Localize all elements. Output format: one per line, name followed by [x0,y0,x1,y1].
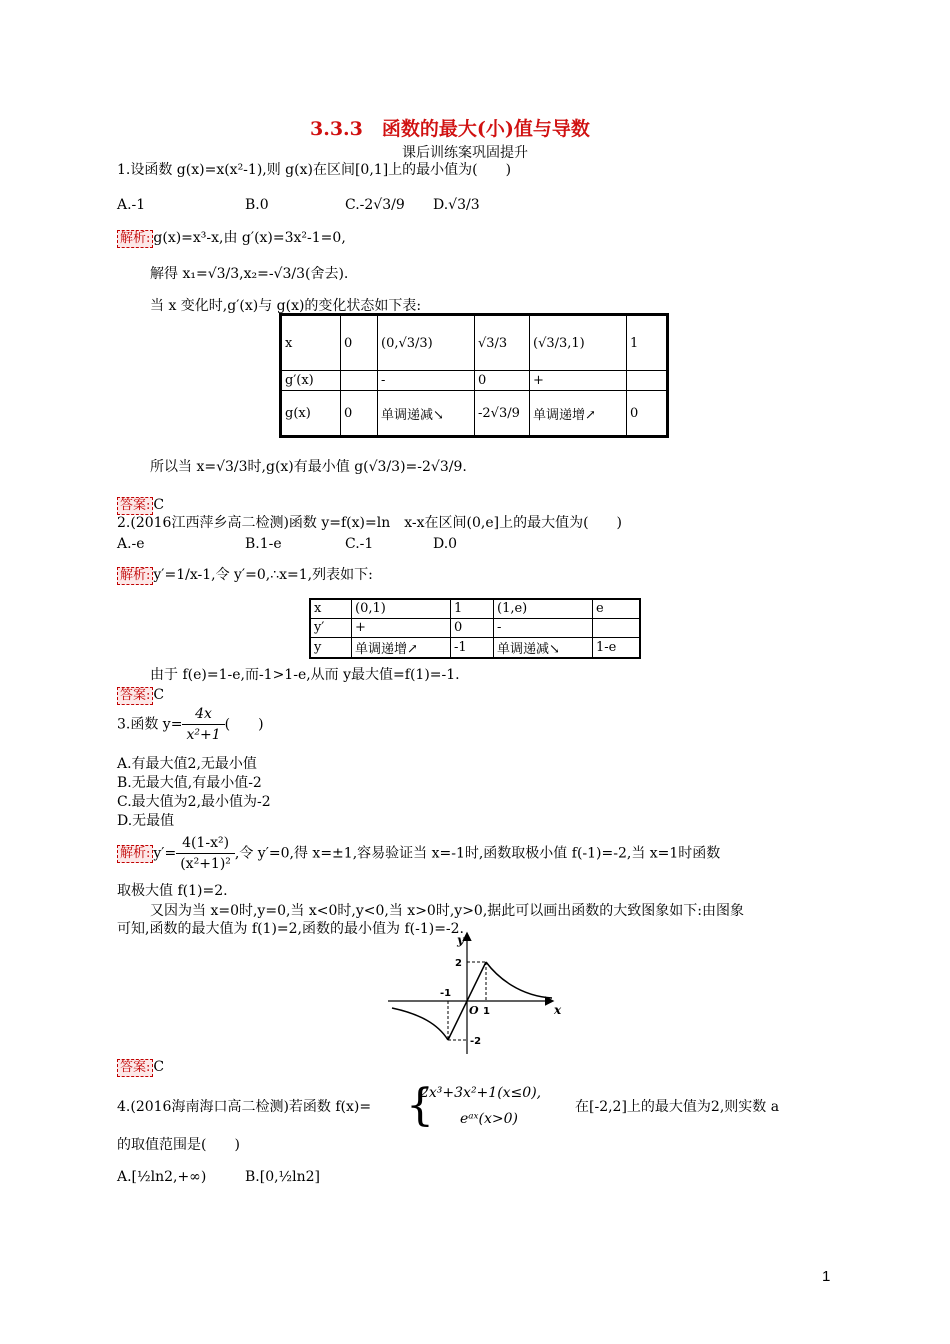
table-cell: - [378,371,475,391]
q2-conclusion: 由于 f(e)=1-e,而-1>1-e,从而 y最大值=f(1)=-1. [150,667,460,683]
function-curve-right [486,962,552,998]
y-axis-label: y [457,933,464,947]
table-cell: 0 [627,391,668,437]
table-cell: 0 [341,315,378,371]
q1-analysis-line1 [117,229,346,248]
q3-answer-line [117,1058,164,1077]
table-cell: g′(x) [281,371,341,391]
table-cell: e [593,599,641,618]
q3-stem-prefix: 3.函数 y= [117,716,183,733]
table-cell: g(x) [281,391,341,437]
q3-option-b: B.无最大值,有最小值-2 [117,775,262,791]
q3-analysis-rest: ,令 y′=0,得 x=±1,容易验证当 x=-1时,函数取极小值 f(-1)=-2,当 x=1时函数 [234,845,721,862]
q2-analysis-text: y′=1/x-1,令 y′=0,∴x=1,列表如下: [153,567,373,583]
q2-analysis-line [117,566,373,585]
q3-stem [117,704,264,745]
page-number: 1 [822,1268,831,1285]
answer-tag: 答案: [117,687,153,705]
q4-stem-prefix: 4.(2016海南海口高二检测)若函数 f(x)= [117,1099,372,1115]
q2-option-d: D.0 [433,536,458,552]
q2-answer-line [117,686,164,705]
table-cell: -2√3/9 [475,391,530,437]
q3-derivative-numerator: 4(1-x²) [176,833,235,854]
q1-option-c: C.-2√3/9 [345,197,405,213]
q3-option-c: C.最大值为2,最小值为-2 [117,794,271,810]
q1-analysis-line3: 当 x 变化时,g′(x)与 g(x)的变化状态如下表: [150,298,422,314]
q1-stem: 1.设函数 g(x)=x(x²-1),则 g(x)在区间[0,1]上的最小值为( ) [117,162,512,178]
q3-stem-suffix: ( ) [224,716,264,733]
tick-label-neg2: -2 [470,1036,482,1047]
q3-fraction-numerator: 4x [182,704,224,725]
table-cell: 单调递减↘ [494,637,593,658]
table-cell: 单调递增↗ [352,637,451,658]
table-cell: (1,e) [494,599,593,618]
q3-analysis-line2: 取极大值 f(1)=2. [117,883,228,899]
q3-option-d: D.无最值 [117,813,175,829]
q3-option-a: A.有最大值2,无最小值 [117,756,257,772]
q1-answer: C [153,497,165,513]
q1-option-d: D.√3/3 [433,197,480,213]
q4-stem-suffix: 在[-2,2]上的最大值为2,则实数 a [575,1099,780,1115]
table-cell: 0 [451,618,494,637]
tick-label-neg1: -1 [440,988,452,999]
table-cell: 单调递增↗ [530,391,627,437]
page-subtitle: 课后训练案巩固提升 [402,145,528,161]
tick-label-1: 1 [483,1006,490,1017]
tick-label-2: 2 [455,958,462,969]
origin-label: O [469,1004,479,1017]
q1-answer-line [117,496,164,515]
q4-option-a: A.[½ln2,+∞) [117,1169,207,1185]
table-cell: √3/3 [475,315,530,371]
q1-analysis-line2: 解得 x₁=√3/3,x₂=-√3/3(舍去). [150,266,349,282]
table-cell: 单调递减↘ [378,391,475,437]
q1-analysis-text: g(x)=x³-x,由 g′(x)=3x²-1=0, [153,230,346,246]
q3-fraction-denominator: x²+1 [186,727,221,743]
q4-option-b: B.[0,½ln2] [245,1169,320,1185]
table-cell: (0,√3/3) [378,315,475,371]
table-cell: 1 [627,315,668,371]
q3-analysis-prefix: y′= [153,845,177,862]
q4-brace: { [406,1080,434,1131]
table-cell: + [530,371,627,391]
q1-option-a: A.-1 [117,197,146,213]
q4-piece-1: 2x³+3x²+1(x≤0), [420,1085,542,1101]
table-cell: 1-e [593,637,641,658]
analysis-tag: 解析: [117,845,153,863]
q2-variation-table [309,598,641,659]
x-axis-label: x [554,1003,562,1017]
q3-derivative-denominator: (x²+1)² [180,856,231,872]
q3-paragraph-line2: 可知,函数的最大值为 f(1)=2,函数的最小值为 f(-1)=-2. [117,921,465,937]
q4-stem-line2: 的取值范围是( ) [117,1137,240,1153]
table-cell: x [310,599,352,618]
q3-function-graph [380,928,580,1058]
table-cell: (√3/3,1) [530,315,627,371]
q2-option-c: C.-1 [345,536,374,552]
function-curve-left [392,1008,448,1040]
answer-tag: 答案: [117,1059,153,1077]
analysis-tag: 解析: [117,567,153,585]
q3-derivative-fraction [176,833,235,874]
q4-piece-2: eᵃˣ(x>0) [460,1111,518,1127]
q1-option-b: B.0 [245,197,269,213]
table-cell: x [281,315,341,371]
q3-fraction [182,704,224,745]
q2-answer: C [153,687,165,703]
analysis-tag: 解析: [117,230,153,248]
q2-stem: 2.(2016江西萍乡高二检测)函数 y=f(x)=ln x-x在区间(0,e]上的最大值为( ) [117,515,622,531]
table-cell [341,371,378,391]
table-cell: + [352,618,451,637]
table-cell [627,371,668,391]
table-cell: 0 [475,371,530,391]
q3-paragraph-line1: 又因为当 x=0时,y=0,当 x<0时,y<0,当 x>0时,y>0,据此可以画出函数的大致图象如下:由图象 [150,903,745,919]
table-cell: -1 [451,637,494,658]
answer-tag: 答案: [117,497,153,515]
q2-option-a: A.-e [117,536,145,552]
table-cell: 0 [341,391,378,437]
q1-variation-table [279,313,669,438]
table-cell [593,618,641,637]
table-cell: y [310,637,352,658]
page-title: 3.3.3 函数的最大(小)值与导数 [310,118,590,140]
table-cell: - [494,618,593,637]
table-cell: (0,1) [352,599,451,618]
q3-analysis-line1 [117,833,720,874]
q3-answer: C [153,1059,165,1075]
table-cell: y′ [310,618,352,637]
table-cell: 1 [451,599,494,618]
q1-conclusion: 所以当 x=√3/3时,g(x)有最小值 g(√3/3)=-2√3/9. [150,459,467,475]
q2-option-b: B.1-e [245,536,282,552]
